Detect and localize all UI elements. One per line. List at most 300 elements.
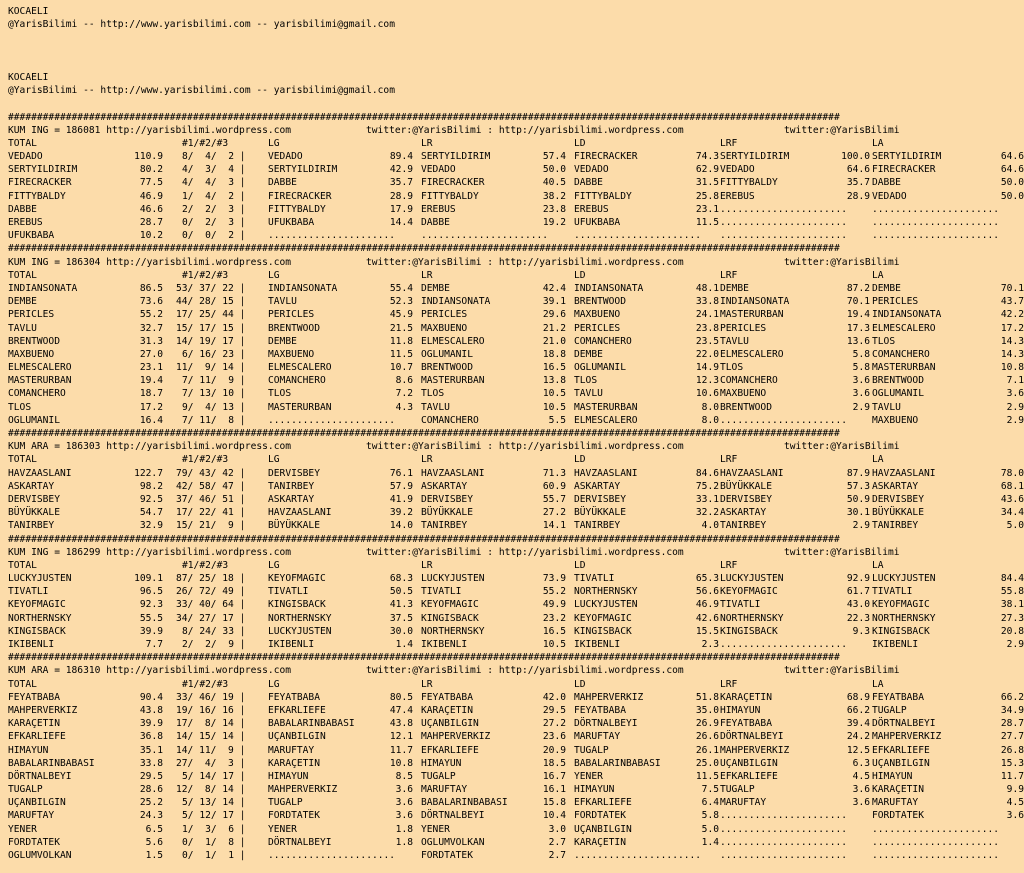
ld-horse: ......................: [574, 230, 702, 242]
lrf-score: 3.6: [852, 797, 870, 809]
table-row: [8, 190, 1024, 203]
la-score: 64.6: [1000, 151, 1024, 163]
la-horse: ASKARTAY: [872, 480, 919, 492]
table-row: [8, 216, 1024, 229]
total-score: 1.5: [145, 850, 163, 861]
place-counts: 1/ 4/ 2 |: [182, 190, 246, 202]
total-score: 110.9: [134, 151, 163, 163]
ld-horse: ASKARTAY: [574, 480, 621, 492]
lrf-score: 5.8: [852, 362, 870, 374]
la-score: 38.1: [1000, 599, 1024, 611]
lg-horse: PERICLES: [268, 309, 315, 321]
la-horse: MASTERURBAN: [872, 362, 936, 374]
la-score: 84.4: [1000, 573, 1024, 585]
col-total: TOTAL: [8, 559, 37, 571]
la-horse: KEYOFMAGIC: [872, 599, 930, 611]
horse-name: EFKARLIEFE: [8, 731, 66, 743]
blank-line: [8, 31, 1024, 44]
horse-name: KEYOFMAGIC: [8, 599, 66, 611]
la-horse: ......................: [872, 230, 1000, 242]
lr-horse: ......................: [421, 230, 549, 242]
la-horse: TANIRBEY: [872, 520, 919, 532]
col-total: TOTAL: [8, 678, 37, 690]
lg-score: 8.6: [395, 375, 413, 387]
lg-horse: UÇANBILGIN: [268, 731, 326, 743]
ld-score: 15.5: [695, 625, 719, 637]
horse-name: BABALARINBABASI: [8, 757, 95, 769]
lr-horse: DERVISBEY: [421, 493, 473, 505]
total-score: 77.5: [139, 177, 163, 189]
race-title: KUM ARA = 186303 http://yarisbilimi.wordpress.com: [8, 441, 292, 453]
ld-horse: DABBE: [574, 177, 603, 189]
lg-score: 1.8: [395, 823, 413, 835]
table-row: [8, 796, 1024, 809]
lg-horse: TIVATLI: [268, 586, 309, 598]
ld-score: 33.1: [695, 493, 719, 505]
col-lr: LR: [421, 678, 433, 690]
ld-score: 12.3: [695, 375, 719, 387]
horse-name: MAHPERVERKIZ: [8, 704, 78, 716]
ld-horse: TANIRBEY: [574, 520, 621, 532]
lg-horse: KARAÇETIN: [268, 757, 320, 769]
lrf-score: 87.2: [846, 282, 870, 294]
lg-horse: BÜYÜKKALE: [268, 520, 320, 532]
place-counts: 5/ 12/ 17 |: [182, 810, 246, 822]
lr-score: 57.4: [542, 151, 566, 163]
lrf-horse: EREBUS: [720, 190, 755, 202]
la-horse: MAXBUENO: [872, 414, 919, 426]
lr-score: 39.1: [542, 296, 566, 308]
lg-score: 42.9: [389, 164, 413, 176]
la-score: 66.2: [1000, 691, 1024, 703]
la-horse: UÇANBILGIN: [872, 757, 930, 769]
ld-horse: EFKARLIEFE: [574, 797, 632, 809]
col-total: TOTAL: [8, 137, 37, 149]
horse-name: DERVISBEY: [8, 493, 60, 505]
lg-horse: UFUKBABA: [268, 217, 315, 228]
lrf-score: 70.1: [846, 296, 870, 308]
place-counts: 53/ 37/ 22 |: [176, 282, 246, 294]
col-lrf: LRF: [720, 269, 738, 281]
total-score: 80.2: [139, 164, 163, 176]
lr-horse: YENER: [421, 823, 450, 835]
lr-horse: BABALARINBABASI: [421, 797, 508, 809]
place-counts: 14/ 15/ 14 |: [176, 731, 246, 743]
lrf-score: 24.2: [846, 731, 870, 743]
place-counts: 34/ 27/ 17 |: [176, 612, 246, 624]
la-score: 3.6: [1006, 810, 1024, 822]
total-score: 28.6: [139, 784, 163, 796]
place-counts: 4/ 4/ 3 |: [182, 177, 246, 189]
la-score: 28.7: [1000, 718, 1024, 730]
total-score: 109.1: [134, 573, 163, 585]
lr-horse: ELMESCALERO: [421, 335, 485, 347]
ld-horse: TAVLU: [574, 388, 603, 400]
lr-score: 23.8: [542, 203, 566, 215]
column-headers: [8, 137, 1024, 150]
lr-score: 27.2: [542, 507, 566, 519]
la-score: 55.8: [1000, 586, 1024, 598]
lr-score: 49.9: [542, 599, 566, 611]
horse-name: KINGISBACK: [8, 625, 66, 637]
la-horse: SERTYILDIRIM: [872, 151, 942, 163]
lr-horse: TAVLU: [421, 401, 450, 413]
lr-score: 16.1: [542, 784, 566, 796]
lr-horse: ASKARTAY: [421, 480, 468, 492]
lg-horse: IKIBENLI: [268, 639, 315, 650]
place-counts: 19/ 16/ 16 |: [176, 704, 246, 716]
lr-horse: UÇANBILGIN: [421, 718, 479, 730]
ld-score: 5.8: [701, 810, 719, 822]
lg-horse: BRENTWOOD: [268, 322, 320, 334]
table-row: [8, 295, 1024, 308]
header-city: KOCAELI: [8, 6, 49, 17]
lr-score: 10.5: [542, 401, 566, 413]
lg-score: 52.3: [389, 296, 413, 308]
la-score: 9.9: [1006, 784, 1024, 796]
lrf-horse: ......................: [720, 850, 848, 861]
lr-horse: INDIANSONATA: [421, 296, 491, 308]
table-row: [8, 163, 1024, 176]
horse-name: IKIBENLI: [8, 639, 55, 650]
place-counts: 79/ 43/ 42 |: [176, 467, 246, 479]
la-score: 3.6: [1006, 388, 1024, 400]
la-horse: DEMBE: [872, 282, 901, 294]
table-row: [8, 361, 1024, 374]
total-score: 96.5: [139, 586, 163, 598]
ld-horse: TIVATLI: [574, 573, 615, 585]
lrf-score: 57.3: [846, 480, 870, 492]
horse-name: COMANCHERO: [8, 388, 66, 400]
lrf-score: 6.3: [852, 757, 870, 769]
table-row: [8, 612, 1024, 625]
ld-score: 26.6: [695, 731, 719, 743]
lrf-horse: COMANCHERO: [720, 375, 778, 387]
lg-score: 1.4: [395, 639, 413, 650]
ld-score: 23.5: [695, 335, 719, 347]
lg-score: 3.6: [395, 784, 413, 796]
lr-score: 73.9: [542, 573, 566, 585]
ld-score: 5.0: [701, 823, 719, 835]
lrf-score: 22.3: [846, 612, 870, 624]
place-counts: 5/ 14/ 17 |: [182, 770, 246, 782]
ld-horse: KINGISBACK: [574, 625, 632, 637]
lr-score: 18.8: [542, 348, 566, 360]
lr-score: 27.2: [542, 718, 566, 730]
col-la: LA: [872, 269, 884, 281]
lr-horse: SERTYILDIRIM: [421, 151, 491, 163]
ld-horse: BRENTWOOD: [574, 296, 626, 308]
table-row: [8, 770, 1024, 783]
lr-score: 50.0: [542, 164, 566, 176]
lg-score: 39.2: [389, 507, 413, 519]
table-row: [8, 322, 1024, 335]
horse-name: UÇANBILGIN: [8, 797, 66, 809]
place-counts: 0/ 2/ 3 |: [182, 217, 246, 228]
blank-line: [8, 45, 1024, 58]
place-counts: 7/ 13/ 10 |: [182, 388, 246, 400]
lg-score: 10.7: [389, 362, 413, 374]
horse-name: OGLUMANIL: [8, 414, 60, 426]
ld-horse: MAXBUENO: [574, 309, 621, 321]
lr-score: 10.5: [542, 388, 566, 400]
lr-horse: FORDTATEK: [421, 850, 473, 861]
table-row: [8, 744, 1024, 757]
lrf-score: 68.9: [846, 691, 870, 703]
place-counts: 17/ 8/ 14 |: [176, 718, 246, 730]
lg-score: 4.3: [395, 401, 413, 413]
ld-score: 33.8: [695, 296, 719, 308]
table-row: [8, 849, 1024, 862]
la-score: 17.2: [1000, 322, 1024, 334]
lg-horse: COMANCHERO: [268, 375, 326, 387]
la-score: 2.9: [1006, 639, 1024, 650]
la-horse: KINGISBACK: [872, 625, 930, 637]
lr-horse: TANIRBEY: [421, 520, 468, 532]
ld-score: 1.4: [701, 836, 719, 848]
lr-score: 2.7: [548, 836, 566, 848]
lr-horse: KINGISBACK: [421, 612, 479, 624]
lr-horse: EREBUS: [421, 203, 456, 215]
lg-horse: TANIRBEY: [268, 480, 315, 492]
col-lr: LR: [421, 454, 433, 466]
la-score: 50.0: [1000, 177, 1024, 189]
la-horse: ELMESCALERO: [872, 322, 936, 334]
ld-score: 48.1: [695, 282, 719, 294]
table-row: [8, 638, 1024, 651]
la-score: 2.9: [1006, 401, 1024, 413]
lrf-horse: MASTERURBAN: [720, 309, 784, 321]
lrf-horse: MARUFTAY: [720, 797, 767, 809]
race-title: KUM ING = 186299 http://yarisbilimi.wordpress.com: [8, 546, 292, 558]
col-ld: LD: [574, 269, 586, 281]
lrf-horse: TUGALP: [720, 784, 755, 796]
total-score: 43.8: [139, 704, 163, 716]
lg-score: 14.0: [389, 520, 413, 532]
lg-horse: INDIANSONATA: [268, 282, 338, 294]
la-score: 70.1: [1000, 282, 1024, 294]
lrf-score: 3.6: [852, 784, 870, 796]
la-score: 64.6: [1000, 164, 1024, 176]
lr-score: 18.5: [542, 757, 566, 769]
la-score: 27.3: [1000, 612, 1024, 624]
ld-horse: HAVZAASLANI: [574, 467, 638, 479]
lg-score: 11.7: [389, 744, 413, 756]
ld-score: 25.8: [695, 190, 719, 202]
lrf-horse: INDIANSONATA: [720, 296, 790, 308]
lrf-horse: DERVISBEY: [720, 493, 772, 505]
total-score: 90.4: [139, 691, 163, 703]
lr-horse: OGLUMANIL: [421, 348, 473, 360]
la-horse: KARAÇETIN: [872, 784, 924, 796]
lrf-score: 3.6: [852, 375, 870, 387]
lrf-score: 39.4: [846, 718, 870, 730]
lr-horse: PERICLES: [421, 309, 468, 321]
lg-score: 43.8: [389, 718, 413, 730]
lg-horse: TLOS: [268, 388, 292, 400]
horse-name: MAXBUENO: [8, 348, 55, 360]
table-row: [8, 823, 1024, 836]
horse-name: YENER: [8, 823, 37, 835]
total-score: 28.7: [139, 217, 163, 228]
horse-name: DÖRTNALBEYI: [8, 770, 72, 782]
la-horse: ......................: [872, 823, 1000, 835]
lrf-horse: BRENTWOOD: [720, 401, 772, 413]
total-score: 73.6: [139, 296, 163, 308]
race-title: KUM ING = 186081 http://yarisbilimi.wordpress.com: [8, 124, 292, 136]
lg-score: 14.4: [389, 217, 413, 228]
twitter-link: twitter:@YarisBilimi : http://yarisbilimi.wordpress.com: [366, 124, 684, 136]
table-row: [8, 585, 1024, 598]
lg-score: 28.9: [389, 190, 413, 202]
ld-score: 32.2: [695, 507, 719, 519]
la-score: 34.4: [1000, 507, 1024, 519]
col-lg: LG: [268, 137, 280, 149]
table-row: [8, 757, 1024, 770]
twitter-link: twitter:@YarisBilimi : http://yarisbilimi.wordpress.com: [366, 256, 684, 268]
ld-horse: MARUFTAY: [574, 731, 621, 743]
ld-horse: MASTERURBAN: [574, 401, 638, 413]
ld-horse: HIMAYUN: [574, 784, 615, 796]
column-headers: [8, 453, 1024, 466]
horse-name: UFUKBABA: [8, 230, 55, 242]
lr-score: 2.7: [548, 850, 566, 861]
lg-score: 3.6: [395, 797, 413, 809]
lr-score: 3.0: [548, 823, 566, 835]
lrf-score: 2.9: [852, 520, 870, 532]
lg-score: 12.1: [389, 731, 413, 743]
la-horse: INDIANSONATA: [872, 309, 942, 321]
lg-horse: KEYOFMAGIC: [268, 573, 326, 585]
lrf-horse: ......................: [720, 203, 848, 215]
ld-horse: OGLUMANIL: [574, 362, 626, 374]
lr-score: 21.2: [542, 322, 566, 334]
table-row: [8, 282, 1024, 295]
horse-name: EREBUS: [8, 217, 43, 228]
horse-name: LUCKYJUSTEN: [8, 573, 72, 585]
ld-score: 11.5: [695, 217, 719, 228]
place-counts: 11/ 9/ 14 |: [176, 362, 246, 374]
header-contact: @YarisBilimi -- http://www.yarisbilimi.com -- yarisbilimi@gmail.com: [8, 85, 395, 97]
horse-name: HIMAYUN: [8, 744, 49, 756]
table-row: [8, 203, 1024, 216]
lg-horse: KINGISBACK: [268, 599, 326, 611]
horse-name: DEMBE: [8, 296, 37, 308]
la-score: 7.1: [1006, 375, 1024, 387]
horse-name: ASKARTAY: [8, 480, 55, 492]
lrf-horse: HAVZAASLANI: [720, 467, 784, 479]
lr-horse: HIMAYUN: [421, 757, 462, 769]
place-counts: 17/ 22/ 41 |: [176, 507, 246, 519]
lr-horse: MARUFTAY: [421, 784, 468, 796]
table-row: [8, 783, 1024, 796]
place-counts: 0/ 1/ 1 |: [182, 850, 246, 861]
table-row: [8, 414, 1024, 427]
lr-score: 5.5: [548, 414, 566, 426]
header-contact: @YarisBilimi -- http://www.yarisbilimi.com -- yarisbilimi@gmail.com: [8, 19, 395, 31]
lr-horse: TLOS: [421, 388, 445, 400]
horse-name: SERTYILDIRIM: [8, 164, 78, 176]
lr-score: 60.9: [542, 480, 566, 492]
col-lrf: LRF: [720, 137, 738, 149]
horse-name: TIVATLI: [8, 586, 49, 598]
col-lr: LR: [421, 137, 433, 149]
lg-score: 17.9: [389, 203, 413, 215]
la-score: 4.5: [1006, 797, 1024, 809]
table-row: [8, 493, 1024, 506]
place-counts: 15/ 21/ 9 |: [176, 520, 246, 532]
lg-score: 50.5: [389, 586, 413, 598]
lg-horse: MASTERURBAN: [268, 401, 332, 413]
lrf-horse: FITTYBALDY: [720, 177, 778, 189]
horse-name: TANIRBEY: [8, 520, 55, 532]
total-score: 55.5: [139, 612, 163, 624]
lrf-score: 2.9: [852, 401, 870, 413]
section-title: [8, 124, 1024, 137]
table-row: [8, 467, 1024, 480]
la-horse: ......................: [872, 203, 1000, 215]
col-lg: LG: [268, 454, 280, 466]
lrf-score: 66.2: [846, 704, 870, 716]
la-score: 27.7: [1000, 731, 1024, 743]
report-sections: [8, 111, 1024, 863]
lr-horse: OGLUMVOLKAN: [421, 836, 485, 848]
horse-name: TUGALP: [8, 784, 43, 796]
col-la: LA: [872, 559, 884, 571]
lg-horse: ELMESCALERO: [268, 362, 332, 374]
lg-score: 11.5: [389, 348, 413, 360]
la-score: 15.3: [1000, 757, 1024, 769]
lg-score: 47.4: [389, 704, 413, 716]
la-horse: ......................: [872, 217, 1000, 228]
lr-score: 29.5: [542, 704, 566, 716]
place-counts: 5/ 13/ 14 |: [182, 797, 246, 809]
la-score: 68.1: [1000, 480, 1024, 492]
ld-score: 2.3: [701, 639, 719, 650]
lr-score: 13.8: [542, 375, 566, 387]
column-headers: [8, 559, 1024, 572]
place-counts: 6/ 16/ 23 |: [182, 348, 246, 360]
la-horse: NORTHERNSKY: [872, 612, 936, 624]
horse-name: HAVZAASLANI: [8, 467, 72, 479]
total-score: 6.5: [145, 823, 163, 835]
lg-score: 11.8: [389, 335, 413, 347]
lg-score: 89.4: [389, 151, 413, 163]
horse-name: DABBE: [8, 203, 37, 215]
total-score: 98.2: [139, 480, 163, 492]
horse-name: KARAÇETIN: [8, 718, 60, 730]
lrf-score: 19.4: [846, 309, 870, 321]
separator-line: ################################################################################################################################################: [8, 533, 840, 545]
ld-score: 8.0: [701, 414, 719, 426]
lg-horse: DABBE: [268, 177, 297, 189]
ld-horse: ELMESCALERO: [574, 414, 638, 426]
section-title: [8, 256, 1024, 269]
lg-score: 37.5: [389, 612, 413, 624]
lr-horse: FIRECRACKER: [421, 177, 485, 189]
place-counts: 7/ 11/ 9 |: [182, 375, 246, 387]
lrf-score: 30.1: [846, 507, 870, 519]
col-lg: LG: [268, 678, 280, 690]
la-horse: OGLUMANIL: [872, 388, 924, 400]
la-score: 26.8: [1000, 744, 1024, 756]
lg-horse: DEMBE: [268, 335, 297, 347]
col-lg: LG: [268, 559, 280, 571]
lr-horse: LUCKYJUSTEN: [421, 573, 485, 585]
lg-score: 57.9: [389, 480, 413, 492]
lr-horse: EFKARLIEFE: [421, 744, 479, 756]
lg-horse: HIMAYUN: [268, 770, 309, 782]
